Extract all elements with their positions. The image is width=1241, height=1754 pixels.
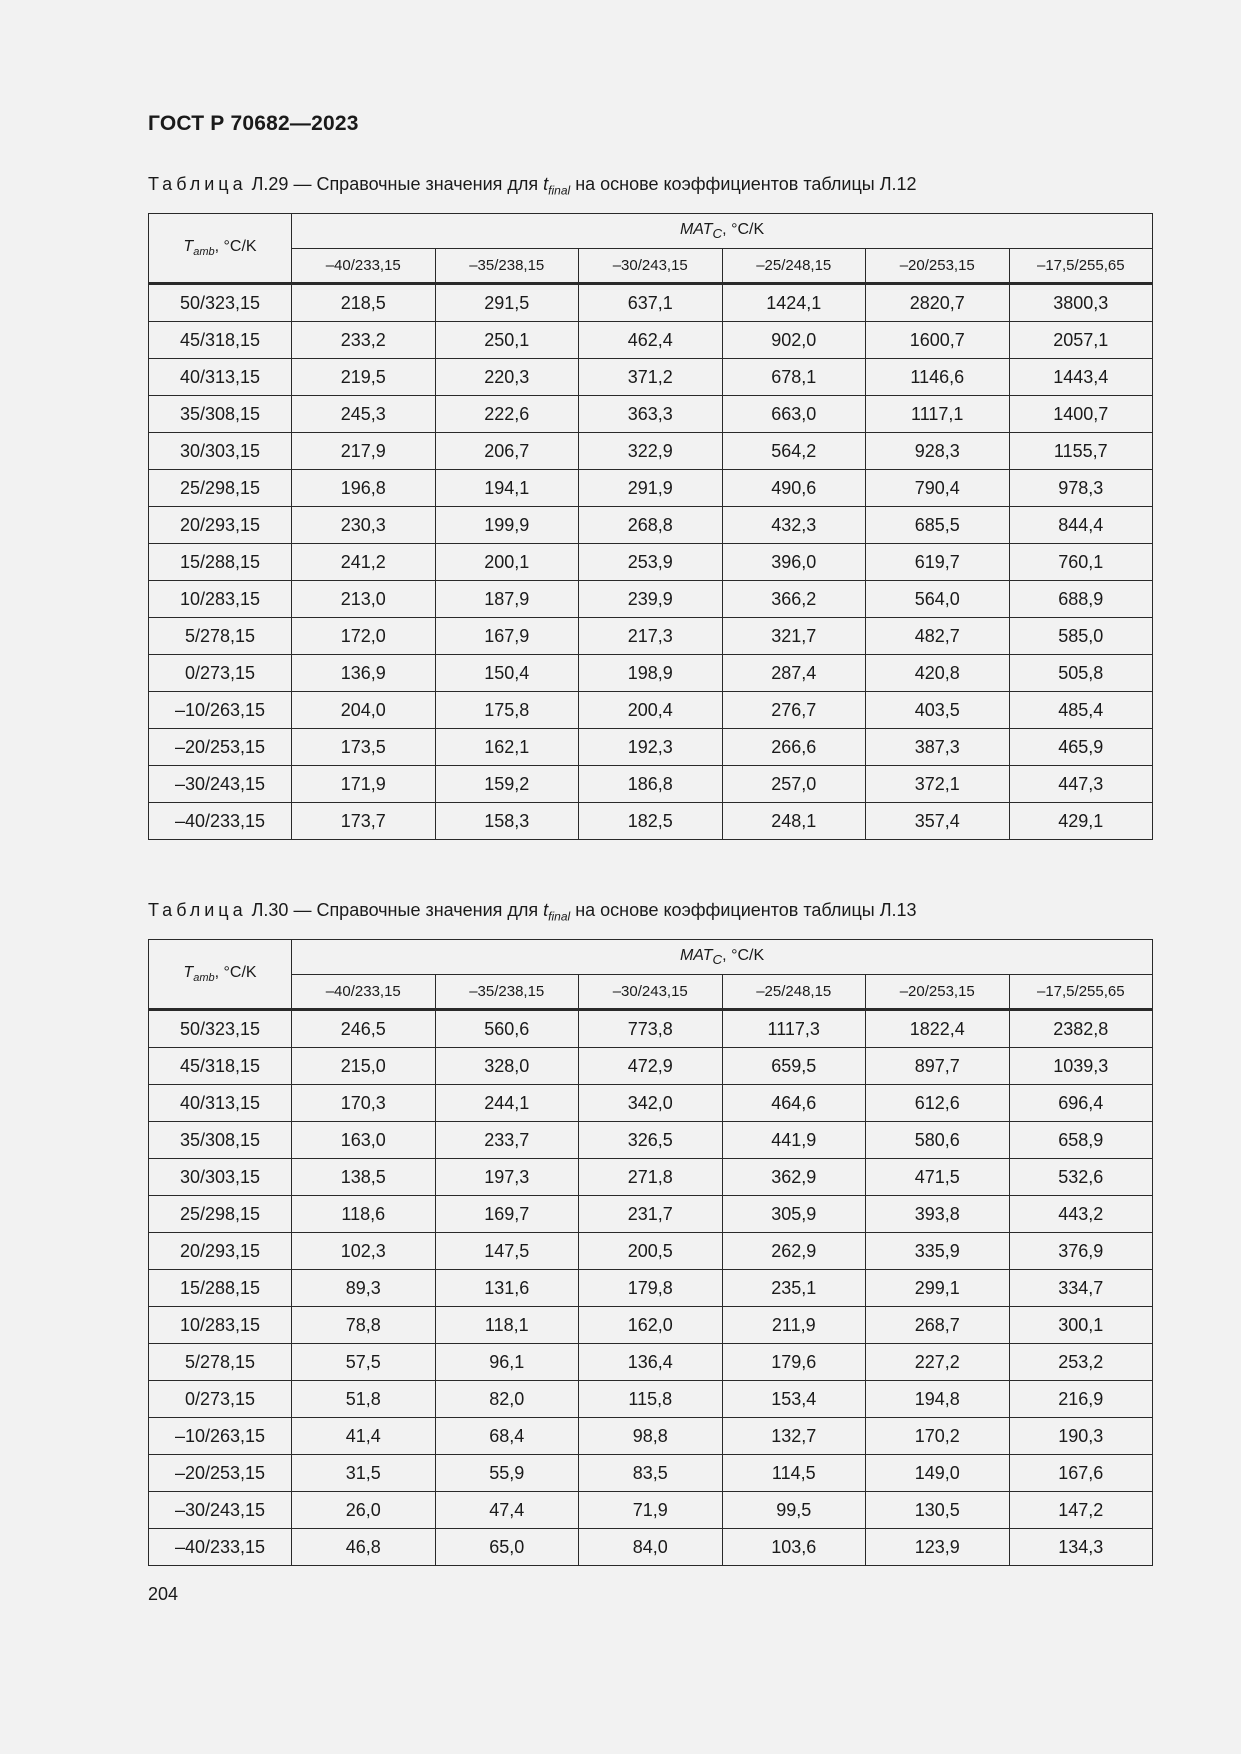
row-header-sub: amb — [193, 972, 215, 985]
value-cell: 47,4 — [435, 1492, 579, 1529]
caption-var-main: t — [543, 900, 549, 920]
value-cell: 83,5 — [579, 1455, 723, 1492]
row-label-cell: 45/318,15 — [149, 322, 292, 359]
column-header: –25/248,15 — [722, 975, 866, 1010]
table-row — [149, 284, 1153, 322]
table-row — [149, 1196, 1153, 1233]
table-row — [149, 1048, 1153, 1085]
table-row — [149, 766, 1153, 803]
value-cell: 134,3 — [1009, 1529, 1153, 1566]
row-header-tamb — [149, 940, 292, 1010]
table-row — [149, 729, 1153, 766]
row-label-cell: 20/293,15 — [149, 1233, 292, 1270]
value-cell: 114,5 — [722, 1455, 866, 1492]
value-cell: 78,8 — [292, 1307, 436, 1344]
value-cell: 103,6 — [722, 1529, 866, 1566]
row-label-cell: 0/273,15 — [149, 1381, 292, 1418]
caption-var-sub: final — [548, 183, 571, 198]
value-cell: 162,1 — [435, 729, 579, 766]
row-label-cell: 0/273,15 — [149, 655, 292, 692]
value-cell: 262,9 — [722, 1233, 866, 1270]
caption-word: Таблица — [148, 900, 247, 920]
value-cell: 173,7 — [292, 803, 436, 840]
value-cell: 150,4 — [435, 655, 579, 692]
value-cell: 211,9 — [722, 1307, 866, 1344]
value-cell: 218,5 — [292, 284, 436, 322]
value-cell: 118,1 — [435, 1307, 579, 1344]
value-cell: 51,8 — [292, 1381, 436, 1418]
row-header-unit: , °C/K — [214, 237, 257, 255]
row-label-cell: –10/263,15 — [149, 1418, 292, 1455]
value-cell: 182,5 — [579, 803, 723, 840]
value-cell: 371,2 — [579, 359, 723, 396]
table-row — [149, 803, 1153, 840]
caption-var-sub: final — [548, 909, 571, 924]
value-cell: 659,5 — [722, 1048, 866, 1085]
value-cell: 65,0 — [435, 1529, 579, 1566]
table-row — [149, 359, 1153, 396]
value-cell: 897,7 — [866, 1048, 1010, 1085]
caption-number: Л.29 — [251, 174, 289, 194]
value-cell: 68,4 — [435, 1418, 579, 1455]
value-cell: 171,9 — [292, 766, 436, 803]
value-cell: 217,9 — [292, 433, 436, 470]
value-cell: 217,3 — [579, 618, 723, 655]
value-cell: 227,2 — [866, 1344, 1010, 1381]
value-cell: 291,5 — [435, 284, 579, 322]
value-cell: 387,3 — [866, 729, 1010, 766]
value-cell: 71,9 — [579, 1492, 723, 1529]
row-label-cell: 50/323,15 — [149, 1010, 292, 1048]
table-row — [149, 1455, 1153, 1492]
value-cell: 291,9 — [579, 470, 723, 507]
value-cell: 82,0 — [435, 1381, 579, 1418]
value-cell: 902,0 — [722, 322, 866, 359]
table-row — [149, 322, 1153, 359]
value-cell: 179,6 — [722, 1344, 866, 1381]
value-cell: 31,5 — [292, 1455, 436, 1492]
value-cell: 612,6 — [866, 1085, 1010, 1122]
row-label-cell: 35/308,15 — [149, 396, 292, 433]
value-cell: 187,9 — [435, 581, 579, 618]
value-cell: 233,7 — [435, 1122, 579, 1159]
value-cell: 200,4 — [579, 692, 723, 729]
caption-var-main: t — [543, 174, 549, 194]
column-header: –35/238,15 — [435, 975, 579, 1010]
value-cell: 248,1 — [722, 803, 866, 840]
value-cell: 393,8 — [866, 1196, 1010, 1233]
value-cell: 447,3 — [1009, 766, 1153, 803]
table-row — [149, 544, 1153, 581]
value-cell: 26,0 — [292, 1492, 436, 1529]
value-cell: 464,6 — [722, 1085, 866, 1122]
value-cell: 2057,1 — [1009, 322, 1153, 359]
value-cell: 1400,7 — [1009, 396, 1153, 433]
value-cell: 658,9 — [1009, 1122, 1153, 1159]
value-cell: 138,5 — [292, 1159, 436, 1196]
value-cell: 276,7 — [722, 692, 866, 729]
table-row — [149, 1010, 1153, 1048]
value-cell: 300,1 — [1009, 1307, 1153, 1344]
value-cell: 1424,1 — [722, 284, 866, 322]
table-row — [149, 1307, 1153, 1344]
value-cell: 159,2 — [435, 766, 579, 803]
table-row — [149, 1085, 1153, 1122]
group-header-sub: C — [712, 952, 723, 968]
group-header-unit: , °C/K — [722, 220, 765, 238]
row-label-cell: 15/288,15 — [149, 1270, 292, 1307]
value-cell: 844,4 — [1009, 507, 1153, 544]
row-label-cell: –30/243,15 — [149, 766, 292, 803]
value-cell: 198,9 — [579, 655, 723, 692]
table-row — [149, 1344, 1153, 1381]
value-cell: 564,2 — [722, 433, 866, 470]
group-header-matc — [292, 214, 1153, 249]
value-cell: 199,9 — [435, 507, 579, 544]
row-label-cell: 40/313,15 — [149, 359, 292, 396]
row-label-cell: –30/243,15 — [149, 1492, 292, 1529]
table-row — [149, 655, 1153, 692]
value-cell: 115,8 — [579, 1381, 723, 1418]
value-cell: 685,5 — [866, 507, 1010, 544]
value-cell: 396,0 — [722, 544, 866, 581]
group-header-unit: , °C/K — [722, 946, 765, 964]
value-cell: 204,0 — [292, 692, 436, 729]
value-cell: 215,0 — [292, 1048, 436, 1085]
value-cell: 490,6 — [722, 470, 866, 507]
value-cell: 366,2 — [722, 581, 866, 618]
value-cell: 619,7 — [866, 544, 1010, 581]
row-label-cell: –20/253,15 — [149, 1455, 292, 1492]
row-label-cell: 10/283,15 — [149, 1307, 292, 1344]
value-cell: 564,0 — [866, 581, 1010, 618]
value-cell: 46,8 — [292, 1529, 436, 1566]
value-cell: 1039,3 — [1009, 1048, 1153, 1085]
value-cell: 328,0 — [435, 1048, 579, 1085]
value-cell: 55,9 — [435, 1455, 579, 1492]
value-cell: 149,0 — [866, 1455, 1010, 1492]
value-cell: 250,1 — [435, 322, 579, 359]
group-header-var: MAT — [679, 220, 713, 238]
row-label-cell: 30/303,15 — [149, 433, 292, 470]
group-header-sub: C — [712, 226, 723, 242]
value-cell: 213,0 — [292, 581, 436, 618]
value-cell: 1822,4 — [866, 1010, 1010, 1048]
column-header: –20/253,15 — [866, 249, 1010, 284]
value-cell: 118,6 — [292, 1196, 436, 1233]
value-cell: 322,9 — [579, 433, 723, 470]
column-header-row — [149, 249, 1153, 284]
value-cell: 158,3 — [435, 803, 579, 840]
value-cell: 790,4 — [866, 470, 1010, 507]
value-cell: 132,7 — [722, 1418, 866, 1455]
column-header: –40/233,15 — [292, 975, 436, 1010]
value-cell: 637,1 — [579, 284, 723, 322]
table-row — [149, 1233, 1153, 1270]
value-cell: 216,9 — [1009, 1381, 1153, 1418]
row-label-cell: –10/263,15 — [149, 692, 292, 729]
column-header: –35/238,15 — [435, 249, 579, 284]
table-row — [149, 1122, 1153, 1159]
value-cell: 928,3 — [866, 433, 1010, 470]
value-cell: 253,9 — [579, 544, 723, 581]
value-cell: 465,9 — [1009, 729, 1153, 766]
row-label-cell: 25/298,15 — [149, 1196, 292, 1233]
value-cell: 200,5 — [579, 1233, 723, 1270]
value-cell: 192,3 — [579, 729, 723, 766]
value-cell: 219,5 — [292, 359, 436, 396]
table-row — [149, 507, 1153, 544]
column-header: –40/233,15 — [292, 249, 436, 284]
value-cell: 432,3 — [722, 507, 866, 544]
value-cell: 268,7 — [866, 1307, 1010, 1344]
value-cell: 257,0 — [722, 766, 866, 803]
table-row — [149, 692, 1153, 729]
caption-number: Л.30 — [251, 900, 289, 920]
table-row — [149, 470, 1153, 507]
value-cell: 688,9 — [1009, 581, 1153, 618]
value-cell: 1600,7 — [866, 322, 1010, 359]
row-label-cell: 45/318,15 — [149, 1048, 292, 1085]
value-cell: 420,8 — [866, 655, 1010, 692]
value-cell: 241,2 — [292, 544, 436, 581]
column-header: –25/248,15 — [722, 249, 866, 284]
value-cell: 167,6 — [1009, 1455, 1153, 1492]
caption-text-before: — Справочные значения для — [288, 174, 544, 194]
row-header-tamb — [149, 214, 292, 284]
value-cell: 41,4 — [292, 1418, 436, 1455]
value-cell: 268,8 — [579, 507, 723, 544]
table-row — [149, 1159, 1153, 1196]
row-label-cell: 35/308,15 — [149, 1122, 292, 1159]
table-row — [149, 1418, 1153, 1455]
value-cell: 334,7 — [1009, 1270, 1153, 1307]
value-cell: 376,9 — [1009, 1233, 1153, 1270]
value-cell: 169,7 — [435, 1196, 579, 1233]
value-cell: 335,9 — [866, 1233, 1010, 1270]
row-header-sub: amb — [193, 246, 215, 259]
caption-text-after: на основе коэффициентов таблицы Л.13 — [570, 900, 917, 920]
data-table — [148, 939, 1153, 1566]
value-cell: 102,3 — [292, 1233, 436, 1270]
value-cell: 244,1 — [435, 1085, 579, 1122]
value-cell: 532,6 — [1009, 1159, 1153, 1196]
value-cell: 441,9 — [722, 1122, 866, 1159]
value-cell: 173,5 — [292, 729, 436, 766]
value-cell: 170,3 — [292, 1085, 436, 1122]
table-row — [149, 618, 1153, 655]
value-cell: 230,3 — [292, 507, 436, 544]
value-cell: 321,7 — [722, 618, 866, 655]
value-cell: 1117,1 — [866, 396, 1010, 433]
value-cell: 206,7 — [435, 433, 579, 470]
table-row — [149, 1270, 1153, 1307]
row-label-cell: 30/303,15 — [149, 1159, 292, 1196]
value-cell: 326,5 — [579, 1122, 723, 1159]
value-cell: 362,9 — [722, 1159, 866, 1196]
value-cell: 89,3 — [292, 1270, 436, 1307]
value-cell: 357,4 — [866, 803, 1010, 840]
value-cell: 84,0 — [579, 1529, 723, 1566]
value-cell: 96,1 — [435, 1344, 579, 1381]
value-cell: 222,6 — [435, 396, 579, 433]
value-cell: 136,4 — [579, 1344, 723, 1381]
row-label-cell: 20/293,15 — [149, 507, 292, 544]
value-cell: 197,3 — [435, 1159, 579, 1196]
table-body — [149, 284, 1153, 840]
value-cell: 196,8 — [292, 470, 436, 507]
value-cell: 266,6 — [722, 729, 866, 766]
document-header: ГОСТ Р 70682—2023 — [148, 112, 359, 135]
value-cell: 372,1 — [866, 766, 1010, 803]
table-caption — [148, 900, 917, 924]
row-label-cell: –40/233,15 — [149, 1529, 292, 1566]
row-label-cell: 15/288,15 — [149, 544, 292, 581]
value-cell: 299,1 — [866, 1270, 1010, 1307]
value-cell: 153,4 — [722, 1381, 866, 1418]
value-cell: 231,7 — [579, 1196, 723, 1233]
column-header-row — [149, 975, 1153, 1010]
value-cell: 179,8 — [579, 1270, 723, 1307]
caption-text-after: на основе коэффициентов таблицы Л.12 — [570, 174, 917, 194]
value-cell: 3800,3 — [1009, 284, 1153, 322]
value-cell: 678,1 — [722, 359, 866, 396]
value-cell: 580,6 — [866, 1122, 1010, 1159]
column-header: –30/243,15 — [579, 249, 723, 284]
group-header-var: MAT — [679, 946, 713, 964]
row-label-cell: –40/233,15 — [149, 803, 292, 840]
value-cell: 2820,7 — [866, 284, 1010, 322]
value-cell: 136,9 — [292, 655, 436, 692]
value-cell: 172,0 — [292, 618, 436, 655]
value-cell: 163,0 — [292, 1122, 436, 1159]
caption-text-before: — Справочные значения для — [288, 900, 544, 920]
value-cell: 429,1 — [1009, 803, 1153, 840]
row-header-var: T — [183, 963, 194, 981]
value-cell: 2382,8 — [1009, 1010, 1153, 1048]
data-table — [148, 213, 1153, 840]
column-header: –20/253,15 — [866, 975, 1010, 1010]
column-header: –30/243,15 — [579, 975, 723, 1010]
value-cell: 696,4 — [1009, 1085, 1153, 1122]
value-cell: 978,3 — [1009, 470, 1153, 507]
row-header-var: T — [183, 237, 194, 255]
value-cell: 472,9 — [579, 1048, 723, 1085]
row-label-cell: 5/278,15 — [149, 618, 292, 655]
column-header: –17,5/255,65 — [1009, 249, 1153, 284]
value-cell: 482,7 — [866, 618, 1010, 655]
value-cell: 167,9 — [435, 618, 579, 655]
caption-variable — [543, 900, 571, 924]
value-cell: 663,0 — [722, 396, 866, 433]
value-cell: 98,8 — [579, 1418, 723, 1455]
value-cell: 123,9 — [866, 1529, 1010, 1566]
value-cell: 239,9 — [579, 581, 723, 618]
value-cell: 233,2 — [292, 322, 436, 359]
value-cell: 760,1 — [1009, 544, 1153, 581]
value-cell: 403,5 — [866, 692, 1010, 729]
value-cell: 1155,7 — [1009, 433, 1153, 470]
table-row — [149, 396, 1153, 433]
table-row — [149, 1529, 1153, 1566]
value-cell: 462,4 — [579, 322, 723, 359]
value-cell: 1146,6 — [866, 359, 1010, 396]
row-label-cell: 10/283,15 — [149, 581, 292, 618]
value-cell: 162,0 — [579, 1307, 723, 1344]
table-caption — [148, 174, 917, 198]
value-cell: 773,8 — [579, 1010, 723, 1048]
value-cell: 1443,4 — [1009, 359, 1153, 396]
group-header-matc — [292, 940, 1153, 975]
value-cell: 190,3 — [1009, 1418, 1153, 1455]
value-cell: 220,3 — [435, 359, 579, 396]
row-label-cell: 40/313,15 — [149, 1085, 292, 1122]
value-cell: 505,8 — [1009, 655, 1153, 692]
value-cell: 560,6 — [435, 1010, 579, 1048]
row-label-cell: –20/253,15 — [149, 729, 292, 766]
value-cell: 99,5 — [722, 1492, 866, 1529]
value-cell: 585,0 — [1009, 618, 1153, 655]
column-header: –17,5/255,65 — [1009, 975, 1153, 1010]
table-row — [149, 1492, 1153, 1529]
row-label-cell: 50/323,15 — [149, 284, 292, 322]
table-row — [149, 1381, 1153, 1418]
page-number: 204 — [148, 1584, 179, 1604]
table-row — [149, 581, 1153, 618]
value-cell: 245,3 — [292, 396, 436, 433]
value-cell: 363,3 — [579, 396, 723, 433]
value-cell: 342,0 — [579, 1085, 723, 1122]
value-cell: 287,4 — [722, 655, 866, 692]
row-label-cell: 5/278,15 — [149, 1344, 292, 1381]
value-cell: 194,1 — [435, 470, 579, 507]
value-cell: 471,5 — [866, 1159, 1010, 1196]
value-cell: 305,9 — [722, 1196, 866, 1233]
value-cell: 186,8 — [579, 766, 723, 803]
value-cell: 131,6 — [435, 1270, 579, 1307]
value-cell: 130,5 — [866, 1492, 1010, 1529]
row-header-unit: , °C/K — [214, 963, 257, 981]
caption-variable — [543, 174, 571, 198]
value-cell: 147,5 — [435, 1233, 579, 1270]
value-cell: 253,2 — [1009, 1344, 1153, 1381]
value-cell: 271,8 — [579, 1159, 723, 1196]
row-label-cell: 25/298,15 — [149, 470, 292, 507]
value-cell: 175,8 — [435, 692, 579, 729]
value-cell: 443,2 — [1009, 1196, 1153, 1233]
value-cell: 1117,3 — [722, 1010, 866, 1048]
value-cell: 235,1 — [722, 1270, 866, 1307]
table-body — [149, 1010, 1153, 1566]
value-cell: 246,5 — [292, 1010, 436, 1048]
value-cell: 170,2 — [866, 1418, 1010, 1455]
value-cell: 57,5 — [292, 1344, 436, 1381]
table-row — [149, 433, 1153, 470]
value-cell: 485,4 — [1009, 692, 1153, 729]
value-cell: 194,8 — [866, 1381, 1010, 1418]
caption-word: Таблица — [148, 174, 247, 194]
value-cell: 147,2 — [1009, 1492, 1153, 1529]
value-cell: 200,1 — [435, 544, 579, 581]
